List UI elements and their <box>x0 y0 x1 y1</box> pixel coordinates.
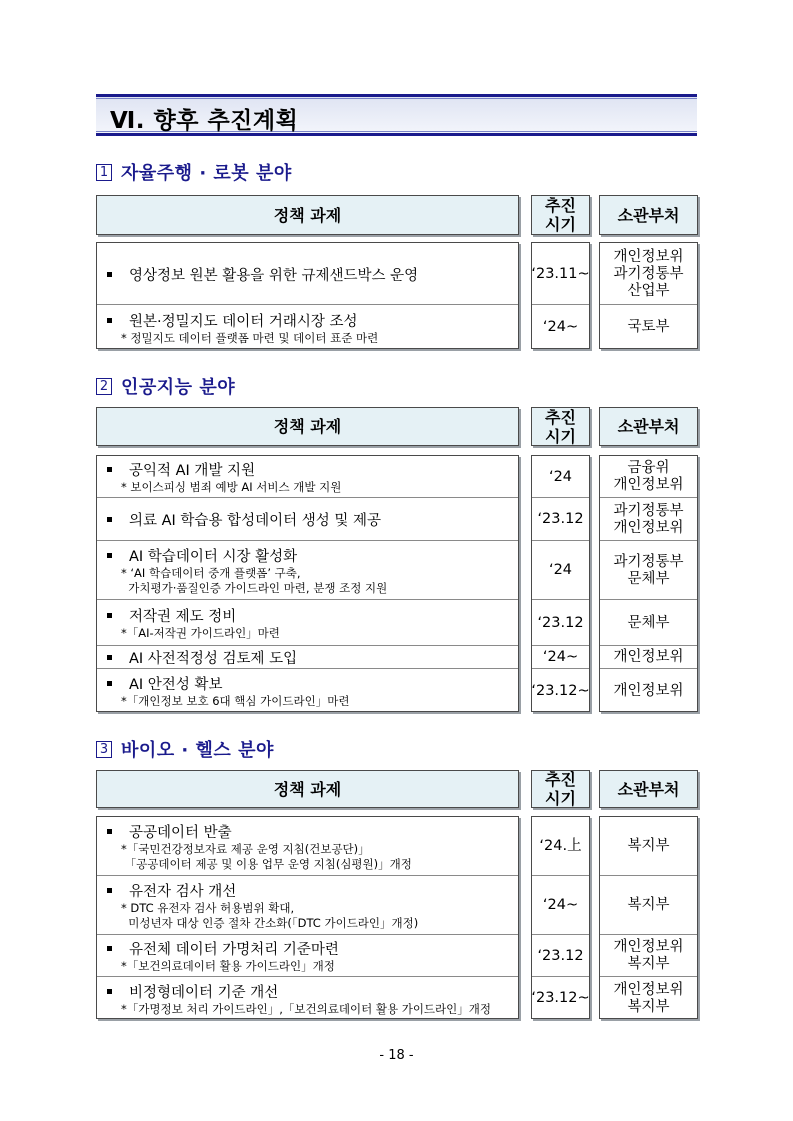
task-title <box>107 880 514 901</box>
square-bullet-icon <box>107 888 112 893</box>
chapter-banner <box>96 94 697 136</box>
task-title <box>107 459 514 480</box>
square-bullet-icon <box>107 613 112 618</box>
task-title <box>107 310 514 331</box>
task-column <box>96 455 519 712</box>
page-number: - 18 - <box>379 1048 414 1063</box>
task-text: AI 사전적정성 검토제 도입 <box>129 651 298 667</box>
table-row-task <box>107 669 514 713</box>
table-row-task <box>107 305 514 350</box>
task-text: 의료 AI 학습용 합성데이터 생성 및 제공 <box>129 513 381 529</box>
task-title <box>107 981 514 1002</box>
section-heading <box>96 160 292 184</box>
task-text: AI 학습데이터 시장 활성화 <box>129 549 298 565</box>
table-row-task <box>107 498 514 541</box>
task-text: 비정형데이터 기준 개선 <box>129 984 279 1001</box>
task-text: 공익적 AI 개발 지원 <box>129 463 256 479</box>
ministry-value: 개인정보위 복지부 <box>613 939 684 972</box>
section-title: 바이오 · 헬스 분야 <box>121 740 274 761</box>
header-ministry: 소관부처 <box>599 195 698 235</box>
timing-value: ‘24~ <box>542 649 579 665</box>
timing-value: ‘23.11~ <box>531 265 590 282</box>
task-note: 미성년자 대상 인증 절차 간소화(「DTC 가이드라인」개정) <box>121 916 419 930</box>
task-note: *「AI-저작권 가이드라인」마련 <box>121 626 280 640</box>
timing-value: ‘23.12 <box>537 511 584 527</box>
task-note: *「보건의료데이터 활용 가이드라인」개정 <box>121 959 335 973</box>
timing-value: ‘23.12~ <box>531 682 590 699</box>
task-note: * ‘AI 학습데이터 중개 플랫폼’ 구축, <box>121 566 301 580</box>
task-text: 공공데이터 반출 <box>129 825 232 841</box>
task-text: 저작권 제도 정비 <box>129 609 237 625</box>
chapter-title: Ⅵ. 향후 추진계획 <box>110 108 299 134</box>
task-note: 「공공데이터 제공 및 이용 업무 운영 지침(심평원)」개정 <box>121 857 412 871</box>
timing-column <box>531 816 590 1019</box>
ministry-value: 과기정통부 문체부 <box>613 553 684 587</box>
header-timing: 추진 시기 <box>531 770 590 808</box>
table-row-task <box>107 876 514 935</box>
task-note: * 정밀지도 데이터 플랫폼 마련 및 데이터 표준 마련 <box>121 330 379 345</box>
section-heading <box>96 374 235 398</box>
header-timing: 추진 시기 <box>531 195 590 235</box>
task-note: *「개인정보 보호 6대 핵심 가이드라인」마련 <box>121 694 350 708</box>
timing-value: ‘24~ <box>542 319 579 335</box>
section-number: 3 <box>96 741 112 758</box>
ministry-value: 복지부 <box>627 897 670 913</box>
square-bullet-icon <box>107 655 112 660</box>
table-row-task <box>107 646 514 669</box>
task-note: 가치평가·품질인증 가이드라인 마련, 분쟁 조정 지원 <box>121 581 388 595</box>
table-row-task <box>107 456 514 498</box>
table-row-task <box>107 977 514 1020</box>
task-note: *「국민건강정보자료 제공 운영 지침(건보공단)」 <box>121 842 370 856</box>
task-title <box>107 673 514 694</box>
timing-value: ‘24 <box>548 562 573 578</box>
square-bullet-icon <box>107 829 112 834</box>
timing-column <box>531 242 590 349</box>
timing-value: ‘23.12 <box>537 947 584 964</box>
timing-value: ‘23.12~ <box>531 990 590 1006</box>
task-note: *「가명정보 처리 가이드라인」,「보건의료데이터 활용 가이드라인」개정 <box>121 1001 491 1016</box>
timing-column <box>531 455 590 712</box>
table-row-task <box>107 600 514 646</box>
timing-value: ‘24 <box>548 468 573 485</box>
square-bullet-icon <box>107 517 112 522</box>
section-number: 2 <box>96 378 112 395</box>
ministry-value: 복지부 <box>627 838 670 854</box>
header-task: 정책 과제 <box>96 407 519 446</box>
header-timing: 추진 시기 <box>531 407 590 446</box>
header-task: 정책 과제 <box>96 195 519 235</box>
ministry-column <box>599 455 698 712</box>
task-note: * DTC 유전자 검사 허용범위 확대, <box>121 901 295 915</box>
square-bullet-icon <box>107 553 112 558</box>
table-row-task <box>107 541 514 600</box>
table-row-task <box>107 243 514 305</box>
task-text: 원본·정밀지도 데이터 거래시장 조성 <box>129 313 358 330</box>
task-title <box>107 821 514 842</box>
ministry-value: 문체부 <box>627 614 670 631</box>
square-bullet-icon <box>107 467 112 472</box>
header-ministry: 소관부처 <box>599 770 698 808</box>
ministry-value: 개인정보위 <box>613 649 684 665</box>
task-title <box>107 605 514 626</box>
header-task: 정책 과제 <box>96 770 519 808</box>
task-column <box>96 816 519 1019</box>
square-bullet-icon <box>107 946 112 951</box>
section-title: 자율주행 · 로봇 분야 <box>121 163 292 184</box>
timing-value: ‘24~ <box>542 897 579 913</box>
ministry-value: 개인정보위 과기정통부 산업부 <box>613 248 684 299</box>
header-ministry: 소관부처 <box>599 407 698 446</box>
section-number: 1 <box>96 164 112 181</box>
task-text: AI 안전성 확보 <box>129 677 223 693</box>
square-bullet-icon <box>107 318 112 323</box>
table-row-task <box>107 817 514 876</box>
square-bullet-icon <box>107 989 112 994</box>
task-text: 유전체 데이터 가명처리 기준마련 <box>129 942 339 958</box>
ministry-column <box>599 242 698 349</box>
task-column <box>96 242 519 349</box>
section-title: 인공지능 분야 <box>121 377 236 398</box>
task-note: * 보이스피싱 범죄 예방 AI 서비스 개발 지원 <box>121 480 342 494</box>
ministry-value: 개인정보위 복지부 <box>613 981 684 1015</box>
ministry-value: 개인정보위 <box>613 682 684 699</box>
timing-value: ‘23.12 <box>537 614 584 631</box>
ministry-value: 금융위 개인정보위 <box>613 460 684 493</box>
task-text: 영상정보 원본 활용을 위한 규제샌드박스 운영 <box>129 267 419 284</box>
ministry-value: 국토부 <box>627 319 670 335</box>
table-row-task <box>107 935 514 977</box>
task-title <box>107 647 514 668</box>
task-title <box>107 545 514 566</box>
ministry-column <box>599 816 698 1019</box>
square-bullet-icon <box>107 681 112 686</box>
section-heading <box>96 737 274 761</box>
task-text: 유전자 검사 개선 <box>129 884 237 900</box>
task-title <box>107 509 514 530</box>
task-title <box>107 264 514 285</box>
square-bullet-icon <box>107 272 112 277</box>
task-title <box>107 938 514 959</box>
ministry-value: 과기정통부 개인정보위 <box>613 502 684 536</box>
timing-value: ‘24.上 <box>539 838 582 854</box>
